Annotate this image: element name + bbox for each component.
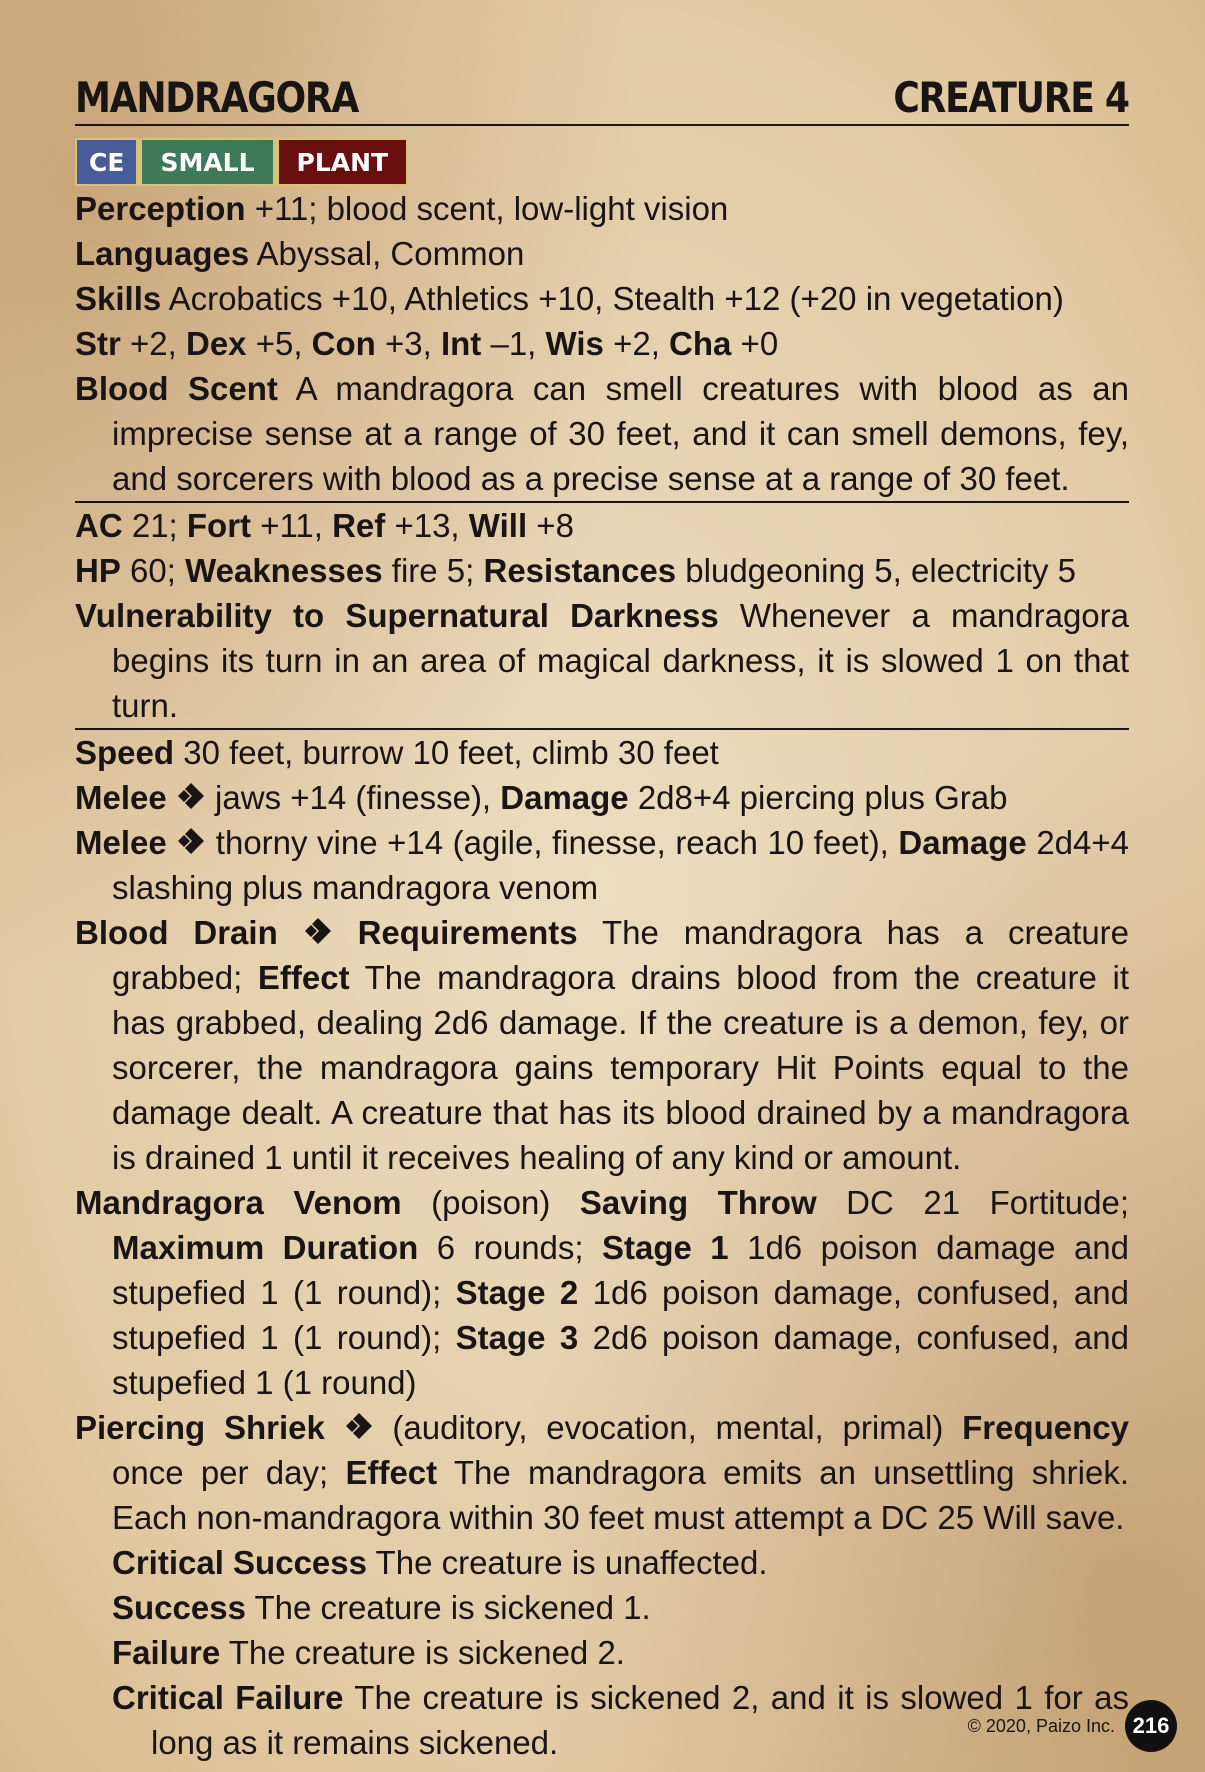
blood-drain-ability bbox=[75, 910, 1129, 1180]
blood-scent-text: A mandragora can smell creatures with blood as an imprecise sense at a range of 30 feet, and it can smell demons, fey, and sorcerers with blood as a precise sense at a range of 30 feet. bbox=[112, 370, 1129, 497]
damage-text: 2d4+4 slashing plus mandragora venom bbox=[112, 824, 1130, 906]
will-value: +8 bbox=[527, 507, 574, 544]
page-number: 216 bbox=[1125, 1700, 1177, 1752]
cha-value: +0 bbox=[731, 325, 779, 362]
resistances-label: Resistances bbox=[483, 552, 677, 589]
damage-text: 2d8+4 piercing plus Grab bbox=[628, 779, 1008, 816]
stat-block-body bbox=[75, 186, 1129, 1765]
damage-label: Damage bbox=[898, 824, 1027, 861]
creature-level: CREATURE 4 bbox=[893, 73, 1129, 122]
hp-value: 60; bbox=[120, 552, 186, 589]
weaknesses-value: fire 5; bbox=[382, 552, 484, 589]
shriek-label: Piercing Shriek bbox=[75, 1409, 325, 1446]
perception-label: Perception bbox=[75, 190, 246, 227]
speed-label: Speed bbox=[75, 734, 175, 771]
saving-throw-text: DC 21 Fortitude; bbox=[816, 1184, 1130, 1221]
stage-3-text: 2d6 poison damage, confused, and stupefied 1 (1 round) bbox=[112, 1319, 1129, 1401]
maximum-duration-text: 6 rounds; bbox=[418, 1229, 603, 1266]
outcome-text: The creature is sickened 2. bbox=[220, 1634, 625, 1671]
trait-size: SMALL bbox=[142, 140, 272, 184]
stage-2-label: Stage 2 bbox=[455, 1274, 579, 1311]
stage-3-label: Stage 3 bbox=[455, 1319, 579, 1356]
hp-line bbox=[75, 548, 1129, 593]
blood-drain-label: Blood Drain bbox=[75, 914, 278, 951]
piercing-shriek-ability bbox=[75, 1405, 1129, 1540]
int-value: –1, bbox=[481, 325, 546, 362]
frequency-label: Frequency bbox=[962, 1409, 1129, 1446]
single-action-icon bbox=[176, 781, 206, 811]
stage-2-text: 1d6 poison damage, confused, and stupefied 1 (1 round); bbox=[112, 1274, 1129, 1356]
venom-label: Mandragora Venom bbox=[75, 1184, 402, 1221]
speed-text: 30 feet, burrow 10 feet, climb 30 feet bbox=[174, 734, 719, 771]
will-label: Will bbox=[468, 507, 528, 544]
ac-value: 21; bbox=[122, 507, 187, 544]
melee-text: thorny vine +14 (agile, finesse, reach 10 feet), bbox=[206, 824, 899, 861]
trait-list bbox=[75, 138, 408, 186]
str-value: +2, bbox=[120, 325, 186, 362]
copyright-notice: © 2020, Paizo Inc. bbox=[967, 1715, 1115, 1736]
con-label: Con bbox=[311, 325, 376, 362]
melee-jaws bbox=[75, 775, 1129, 820]
stat-block bbox=[75, 70, 1129, 1765]
melee-thorny-vine bbox=[75, 820, 1129, 910]
single-action-icon bbox=[303, 916, 333, 946]
hp-label: HP bbox=[75, 552, 121, 589]
melee-label: Melee bbox=[75, 779, 167, 816]
stage-1-label: Stage 1 bbox=[602, 1229, 729, 1266]
outcome-text: The creature is sickened 2, and it is slowed 1 for as long as it remains sickened. bbox=[151, 1679, 1129, 1761]
vulnerability-ability bbox=[75, 593, 1129, 728]
requirements-label: Requirements bbox=[357, 914, 578, 951]
stat-block-header bbox=[75, 70, 1129, 126]
int-label: Int bbox=[440, 325, 482, 362]
effect-label: Effect bbox=[345, 1454, 438, 1491]
melee-label: Melee bbox=[75, 824, 167, 861]
perception-text: +11; blood scent, low-light vision bbox=[245, 190, 729, 227]
perception-line bbox=[75, 186, 1129, 231]
resistances-value: bludgeoning 5, electricity 5 bbox=[676, 552, 1077, 589]
ref-label: Ref bbox=[332, 507, 386, 544]
outcome-text: The creature is unaffected. bbox=[366, 1544, 768, 1581]
fort-label: Fort bbox=[186, 507, 252, 544]
wis-value: +2, bbox=[603, 325, 670, 362]
saving-throw-label: Saving Throw bbox=[579, 1184, 817, 1221]
dex-value: +5, bbox=[246, 325, 312, 362]
outcome-label: Critical Failure bbox=[112, 1679, 344, 1716]
vulnerability-label: Vulnerability to Supernatural Darkness bbox=[75, 597, 719, 634]
outcome-failure bbox=[75, 1630, 1129, 1675]
single-action-icon bbox=[344, 1411, 374, 1441]
wis-label: Wis bbox=[545, 325, 604, 362]
speed-line bbox=[75, 730, 1129, 775]
trait-alignment: CE bbox=[77, 140, 136, 184]
languages-label: Languages bbox=[75, 235, 250, 272]
effect-text: The mandragora emits an unsettling shriek. Each non-mandragora within 30 feet must attempt a DC 25 Will save. bbox=[112, 1454, 1129, 1536]
melee-text: jaws +14 (finesse), bbox=[205, 779, 501, 816]
outcome-text: The creature is sickened 1. bbox=[245, 1589, 651, 1626]
con-value: +3, bbox=[375, 325, 441, 362]
languages-line bbox=[75, 231, 1129, 276]
outcome-label: Success bbox=[112, 1589, 246, 1626]
skills-text: Acrobatics +10, Athletics +10, Stealth +12 (+20 in vegetation) bbox=[161, 280, 1064, 317]
outcome-critical-success bbox=[75, 1540, 1129, 1585]
trait-type: PLANT bbox=[279, 140, 407, 184]
effect-label: Effect bbox=[257, 959, 350, 996]
ac-label: AC bbox=[75, 507, 123, 544]
cha-label: Cha bbox=[669, 325, 732, 362]
frequency-text: once per day; bbox=[112, 1454, 346, 1491]
outcome-success bbox=[75, 1585, 1129, 1630]
blood-scent-label: Blood Scent bbox=[75, 370, 278, 407]
shriek-traits: (auditory, evocation, mental, primal) bbox=[373, 1409, 963, 1446]
single-action-icon bbox=[176, 826, 206, 856]
ability-scores bbox=[75, 321, 1129, 366]
str-label: Str bbox=[75, 325, 121, 362]
languages-text: Abyssal, Common bbox=[249, 235, 525, 272]
fort-value: +11, bbox=[251, 507, 333, 544]
effect-text: The mandragora drains blood from the creature it has grabbed, dealing 2d6 damage. If the creature is a demon, fey, or sorcerer, the mandragora gains temporary Hit Points equal to the damage dealt. A creature that has its blood drained by a mandragora is drained 1 until it receives healing of any kind or amount. bbox=[112, 959, 1129, 1176]
requirements-text: The mandragora has a creature grabbed; bbox=[112, 914, 1130, 996]
ref-value: +13, bbox=[385, 507, 469, 544]
skills-line bbox=[75, 276, 1129, 321]
skills-label: Skills bbox=[75, 280, 162, 317]
venom-trait: (poison) bbox=[401, 1184, 580, 1221]
outcome-label: Critical Success bbox=[112, 1544, 367, 1581]
blood-scent-ability bbox=[75, 366, 1129, 501]
page-footer bbox=[968, 1700, 1177, 1752]
damage-label: Damage bbox=[500, 779, 629, 816]
maximum-duration-label: Maximum Duration bbox=[112, 1229, 419, 1266]
defense-line bbox=[75, 503, 1129, 548]
weaknesses-label: Weaknesses bbox=[185, 552, 383, 589]
vulnerability-text: Whenever a mandragora begins its turn in an area of magical darkness, it is slowed 1 on that turn. bbox=[112, 597, 1129, 724]
mandragora-venom-ability bbox=[75, 1180, 1129, 1405]
stage-1-text: 1d6 poison damage and stupefied 1 (1 round); bbox=[112, 1229, 1129, 1311]
outcome-label: Failure bbox=[112, 1634, 221, 1671]
dex-label: Dex bbox=[185, 325, 247, 362]
creature-name: MANDRAGORA bbox=[75, 73, 359, 122]
